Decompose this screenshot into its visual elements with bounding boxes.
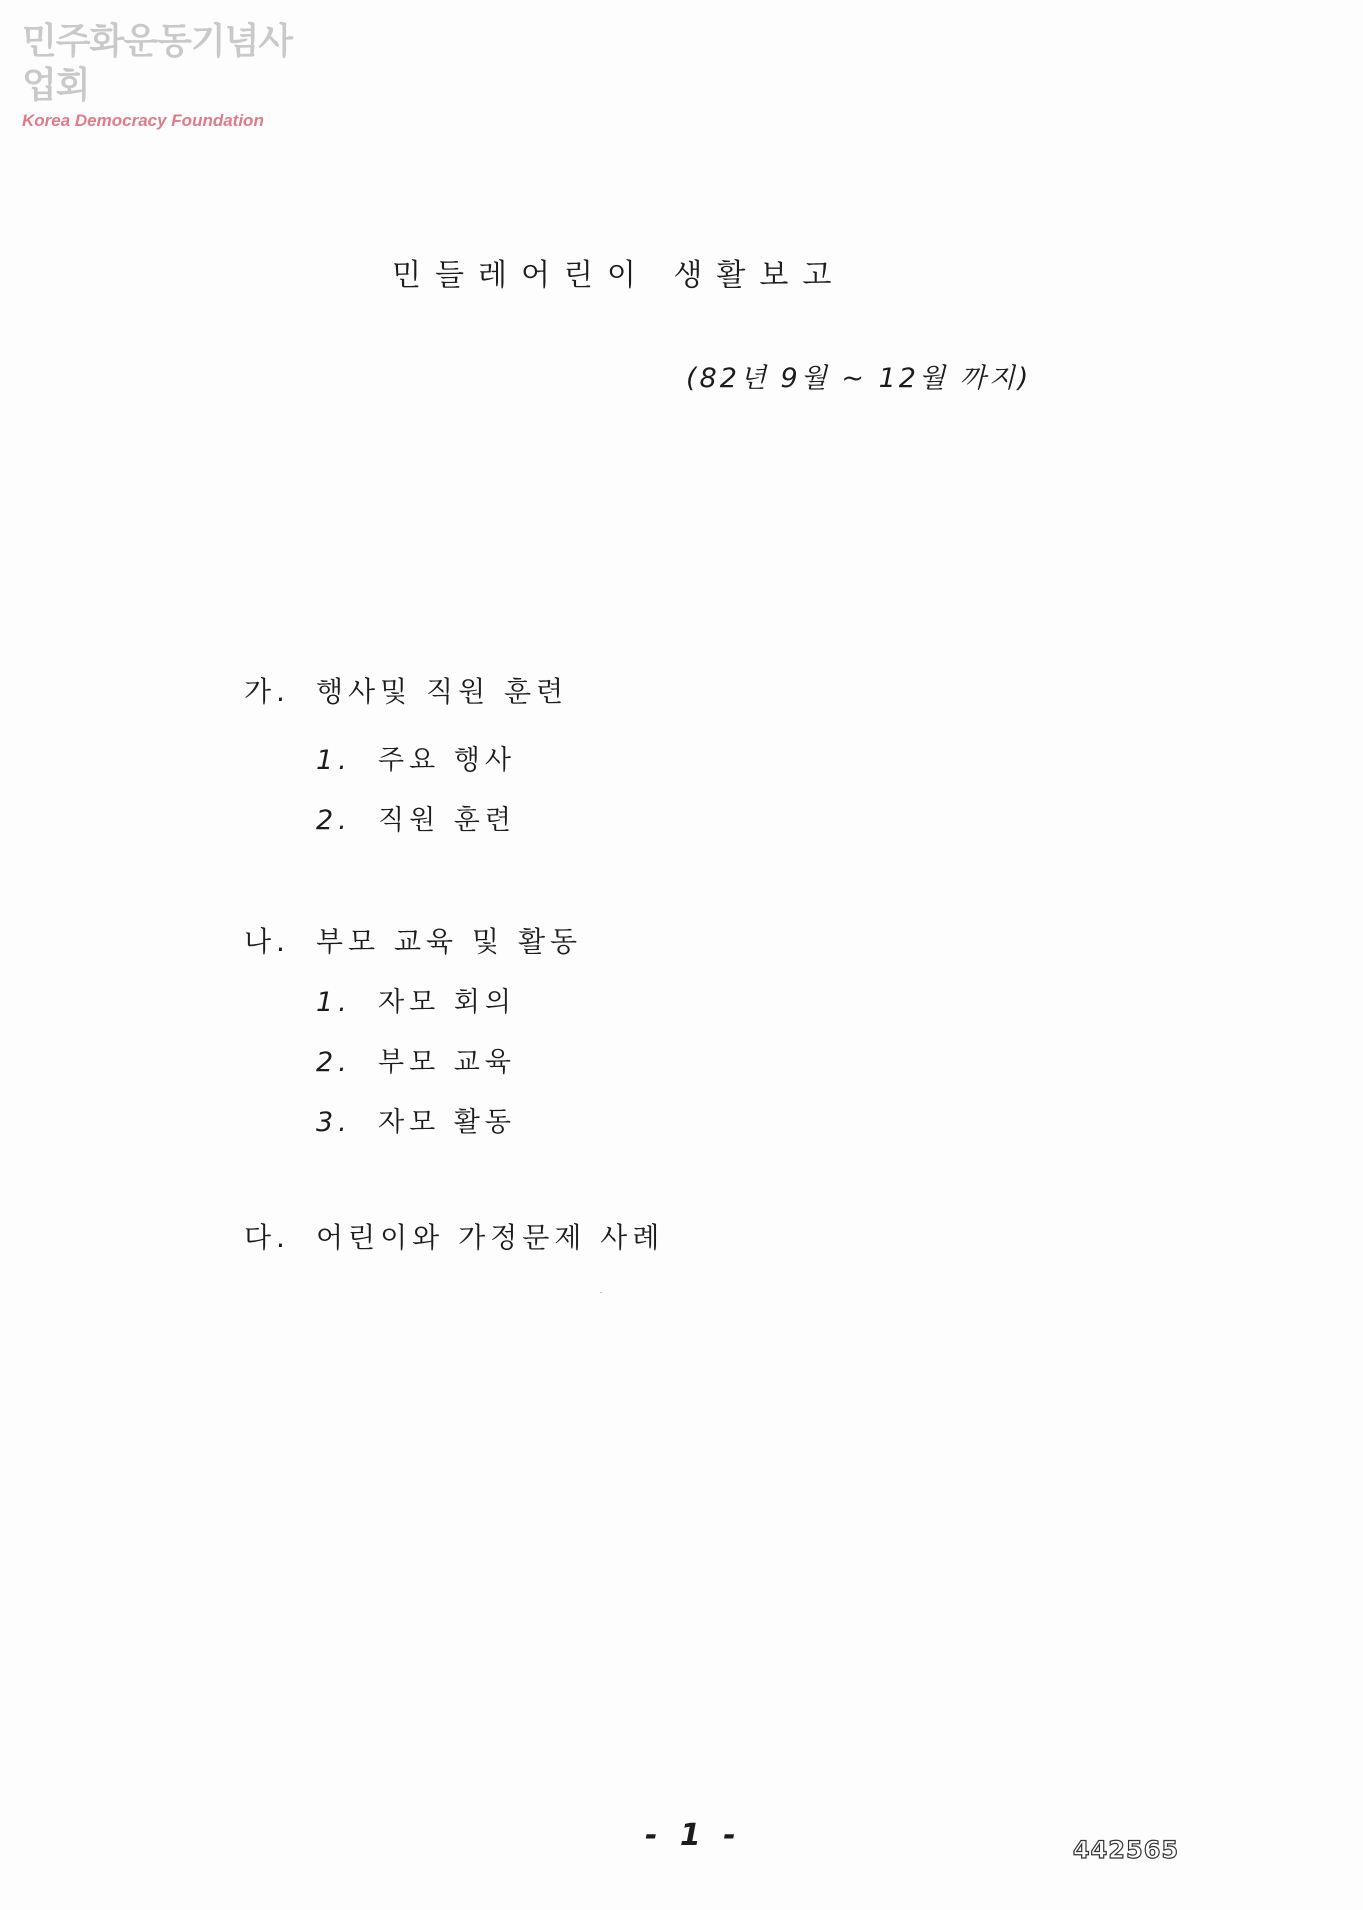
list-item	[316, 738, 516, 777]
item-text: 자모 회의	[378, 987, 516, 1018]
list-item	[316, 798, 516, 837]
section-title: 부모 교육 및 활동	[316, 925, 583, 958]
page-number: - 1 -	[645, 1818, 742, 1853]
item-text: 자모 활동	[378, 1107, 516, 1138]
section-title: 행사및 직원 훈련	[316, 675, 569, 708]
list-item	[316, 980, 516, 1019]
item-number: 1.	[316, 987, 352, 1018]
section-marker: 나.	[244, 925, 290, 958]
list-item	[316, 1040, 516, 1079]
item-text: 부모 교육	[378, 1047, 516, 1078]
watermark-english-text: Korea Democracy Foundation	[22, 111, 264, 130]
foundation-watermark-logo	[22, 20, 322, 132]
item-text: 직원 훈련	[378, 805, 516, 836]
document-title: 민들레어린이 생활보고	[392, 258, 846, 293]
item-text: 주요 행사	[378, 745, 516, 776]
item-number: 2.	[316, 1047, 352, 1078]
section-marker: 가.	[244, 675, 290, 708]
report-period: (82년 9월 ~ 12월 까지)	[686, 363, 1032, 394]
section-da	[244, 1216, 664, 1256]
item-number: 2.	[316, 805, 352, 836]
list-item	[316, 1100, 516, 1139]
section-ga	[244, 670, 568, 710]
item-number: 1.	[316, 745, 352, 776]
scan-speck	[600, 1292, 602, 1293]
archive-stamp-number	[1070, 1834, 1182, 1866]
section-na	[244, 920, 582, 960]
section-marker: 다.	[244, 1221, 290, 1254]
section-title: 어린이와 가정문제 사례	[316, 1221, 665, 1254]
item-number: 3.	[316, 1107, 352, 1138]
watermark-korean-text: 민주화운동기념사업회	[22, 21, 293, 106]
archive-stamp-text: 442565	[1072, 1836, 1180, 1864]
